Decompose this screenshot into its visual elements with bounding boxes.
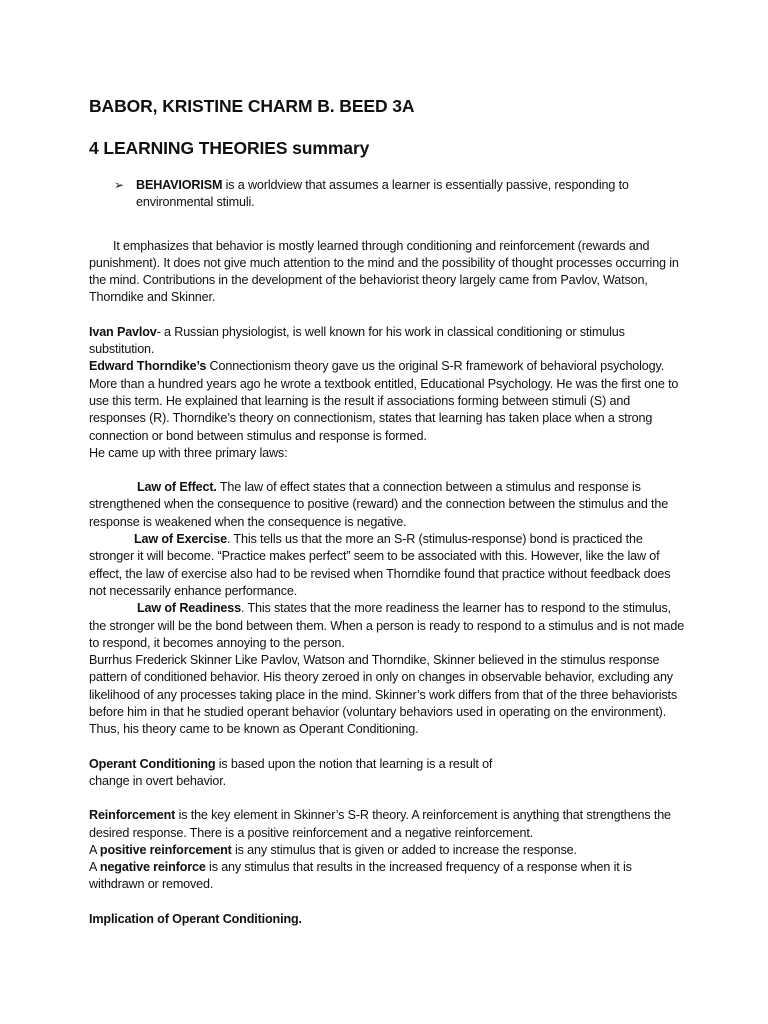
arrow-bullet-icon: ➢ bbox=[114, 178, 124, 192]
law-of-exercise-term: Law of Exercise bbox=[134, 532, 227, 547]
negative-term: negative reinforce bbox=[99, 860, 206, 875]
operant-text-line2: change in overt behavior. bbox=[89, 773, 226, 788]
behaviorism-bullet bbox=[89, 177, 687, 212]
thorndike-term: Edward Thorndike’s bbox=[89, 359, 207, 374]
pavlov-text: - a Russian physiologist, is well known for his work in classical conditioning or stimulus substitution. bbox=[89, 324, 625, 357]
negative-prefix: A bbox=[89, 860, 100, 875]
pavlov-term: Ivan Pavlov bbox=[89, 324, 157, 339]
behaviorism-term: BEHAVIORISM bbox=[136, 178, 223, 192]
positive-text: is any stimulus that is given or added to increase the response. bbox=[231, 842, 577, 857]
law-of-exercise bbox=[89, 531, 687, 600]
document-title: 4 LEARNING THEORIES summary bbox=[89, 138, 370, 158]
positive-reinforcement-paragraph bbox=[89, 842, 687, 859]
implication-heading-text: Implication of Operant Conditioning. bbox=[89, 911, 302, 926]
law-of-readiness-text: . This states that the more readiness the learner has to respond to the stimulus, the stronger will be the bond between them. When a person is ready to respond to a stimulus and is not made to respond, it becomes annoying to the person. bbox=[89, 601, 685, 650]
operant-term: Operant Conditioning bbox=[89, 756, 216, 771]
negative-text: is any stimulus that results in the increased frequency of a response when it is withdrawn or removed. bbox=[89, 860, 632, 892]
operant-text-line1: is based upon the notion that learning is a result of bbox=[215, 756, 493, 771]
positive-prefix: A bbox=[89, 842, 100, 857]
operant-paragraph bbox=[89, 756, 687, 791]
thorndike-paragraph bbox=[89, 358, 687, 444]
reinforcement-term: Reinforcement bbox=[89, 808, 176, 823]
reinforcement-paragraph bbox=[89, 807, 687, 842]
law-of-readiness-term: Law of Readiness bbox=[137, 601, 241, 616]
document-page bbox=[89, 95, 687, 928]
laws-intro: He came up with three primary laws: bbox=[89, 445, 288, 460]
negative-reinforcement-paragraph bbox=[89, 859, 687, 894]
thorndike-text: Connectionism theory gave us the original S-R framework of behavioral psychology. More than a hundred years ago he wrote a textbook entitled, Educational Psychology. He was the first one to use this term. He explained that learning is the result if associations forming between stimuli (S) and responses (R). Thorndike’s theory on connectionism, states that learning has taken place when a strong connection or bond between stimulus and response is formed. bbox=[89, 359, 679, 443]
law-of-effect-term: Law of Effect. bbox=[137, 480, 217, 495]
author-line: BABOR, KRISTINE CHARM B. BEED 3A bbox=[89, 96, 415, 116]
law-of-effect-text: The law of effect states that a connection between a stimulus and response is strengthened when the consequence to positive (reward) and the connection between the stimulus and the response is weakened when the consequence is negative. bbox=[89, 480, 669, 529]
implication-heading bbox=[89, 911, 687, 928]
pavlov-paragraph bbox=[89, 324, 687, 359]
law-of-effect bbox=[89, 479, 687, 531]
reinforcement-text: is the key element in Skinner’s S-R theory. A reinforcement is anything that strengthens the desired response. There is a positive reinforcement and a negative reinforcement. bbox=[89, 808, 671, 840]
behaviorism-definition: is a worldview that assumes a learner is essentially passive, responding to environmental stimuli. bbox=[136, 178, 629, 210]
positive-term: positive reinforcement bbox=[99, 842, 232, 857]
law-of-readiness bbox=[89, 600, 687, 652]
law-of-exercise-text: . This tells us that the more an S-R (stimulus-response) bond is practiced the stronger it will become. “Practice makes perfect” seem to be associated with this. However, like the law of effect, the law of exercise also had to be revised when Thorndike found that practice without feedback does not necessarily enhance performance. bbox=[89, 532, 671, 598]
intro-paragraph: It emphasizes that behavior is mostly learned through conditioning and reinforcement (rewards and punishment). It does not give much attention to the mind and the possibility of thought processes occurring in the mind. Contributions in the development of the behaviorist theory largely came from Pavlov, Watson, Thorndike and Skinner. bbox=[89, 238, 679, 305]
skinner-paragraph: Burrhus Frederick Skinner Like Pavlov, Watson and Thorndike, Skinner believed in the stimulus response pattern of conditioned behavior. His theory zeroed in only on changes in observable behavior, excluding any likelihood of any processes taking place in the mind. Skinner’s work differs from that of the three behaviorists before him in that he studied operant behavior (voluntary behaviors used in operating on the environment). Thus, his theory came to be known as Operant Conditioning. bbox=[89, 653, 678, 737]
